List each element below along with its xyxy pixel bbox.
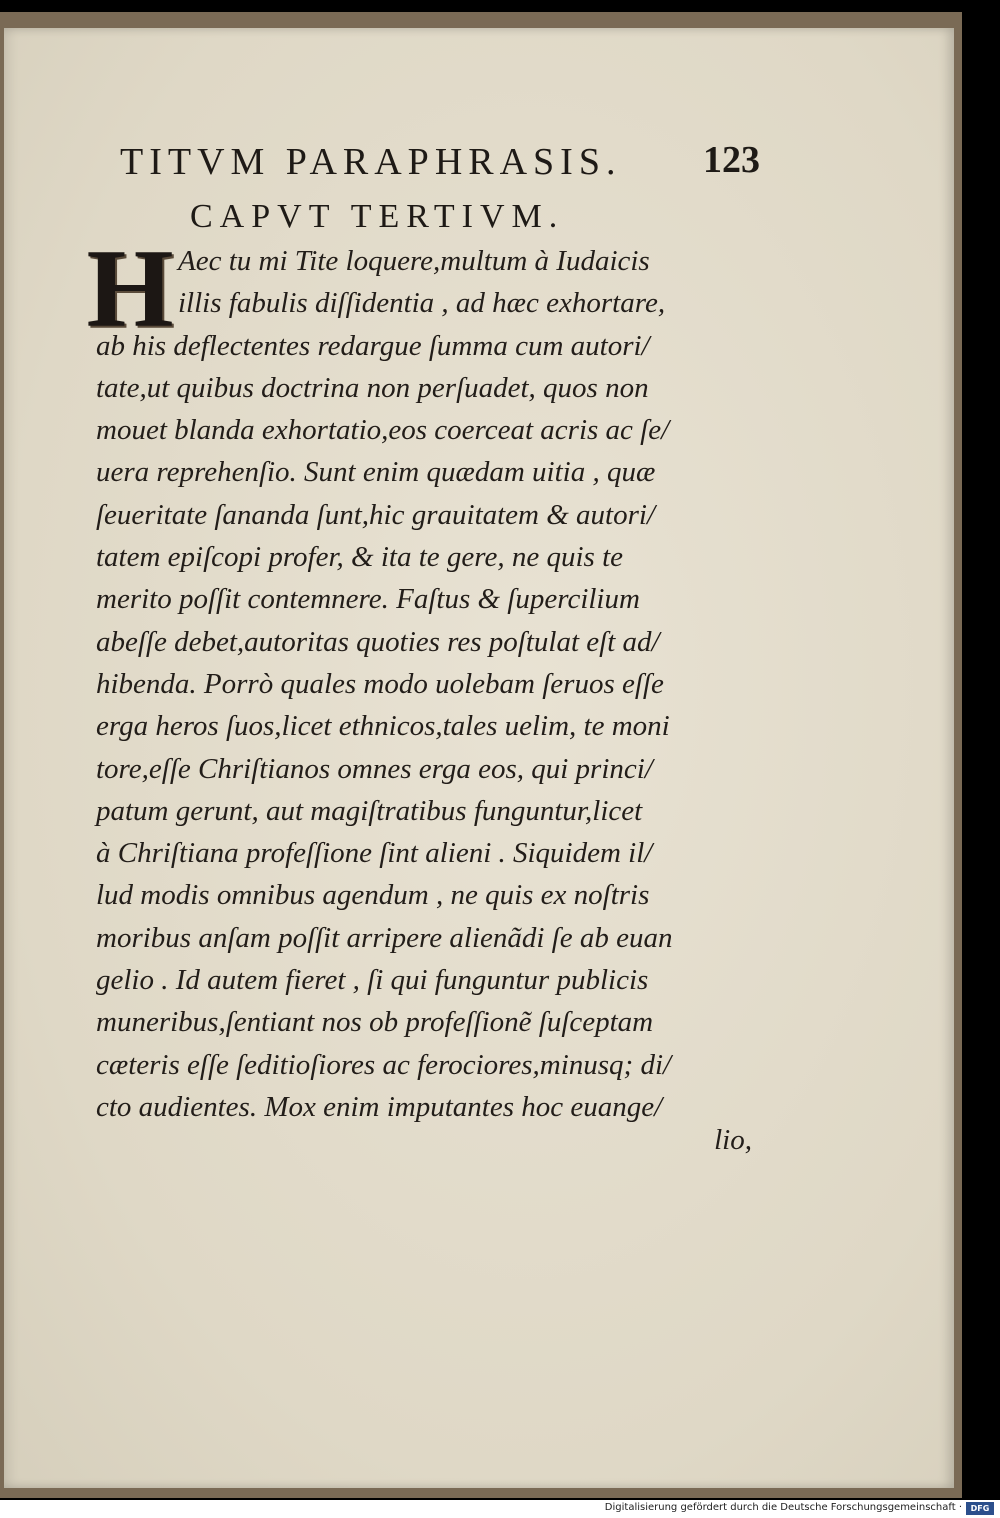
body-text (96, 240, 756, 1128)
text-line: tate,ut quibus doctrina non perſuadet, quos non (96, 371, 649, 404)
text-line: illis fabulis diſſidentia , ad hæc exhortare, (178, 287, 666, 320)
text-line: patum gerunt, aut magiſtratibus funguntur,licet (96, 794, 643, 827)
text-line: ab his deflectentes redargue ſumma cum autori/ (96, 329, 650, 362)
text-line: erga heros ſuos,licet ethnicos,tales uelim, te moni (96, 710, 670, 743)
text-line: tore,eſſe Chriſtianos omnes erga eos, qui princi/ (96, 752, 653, 785)
text-line: merito poſſit contemnere. Faſtus & ſupercilium (96, 583, 640, 616)
text-line: muneribus,ſentiant nos ob profeſſionẽ ſuſceptam (96, 1006, 654, 1039)
text-line: à Chriſtiana profeſſione ſint alieni . Siquidem il/ (96, 837, 653, 870)
dfg-logo-icon: DFG (966, 1502, 994, 1515)
text-line: Aec tu mi Tite loquere,multum à Iudaicis (178, 245, 650, 277)
funding-credit: Digitalisierung gefördert durch die Deutsche Forschungsgemeinschaft · (604, 1502, 962, 1513)
footer-strip (0, 1500, 1000, 1518)
decorated-initial: H (86, 227, 174, 351)
text-line: gelio . Id autem fieret , ſi qui funguntur publicis (96, 964, 649, 997)
text-line: abeſſe debet,autoritas quoties res poſtulat eſt ad/ (96, 625, 660, 658)
page-number: 123 (703, 139, 760, 181)
text-line: tatem epiſcopi profer, & ita te gere, ne quis te (96, 541, 623, 574)
running-title: TITVM PARAPHRASIS. (120, 141, 622, 183)
text-line: ſeueritate ſananda ſunt,hic grauitatem & autori/ (96, 498, 656, 531)
text-line: moribus anſam poſſit arripere alienãdi ſe ab euan (96, 921, 673, 954)
chapter-heading: CAPVT TERTIVM. (190, 198, 565, 235)
running-head (120, 140, 760, 184)
text-line: lud modis omnibus agendum , ne quis ex noſtris (96, 879, 650, 912)
catchword: lio, (714, 1124, 752, 1156)
text-line: cæteris eſſe ſeditioſiores ac ferociores,minusq; di/ (96, 1048, 672, 1081)
text-line: uera reprehenſio. Sunt enim quædam uitia , quæ (96, 456, 656, 489)
text-line: cto audientes. Mox enim imputantes hoc euange/ (96, 1090, 663, 1123)
text-line: hibenda. Porrò quales modo uolebam ſeruos eſſe (96, 667, 664, 700)
text-line: mouet blanda exhortatio,eos coerceat acris ac ſe/ (96, 414, 670, 447)
